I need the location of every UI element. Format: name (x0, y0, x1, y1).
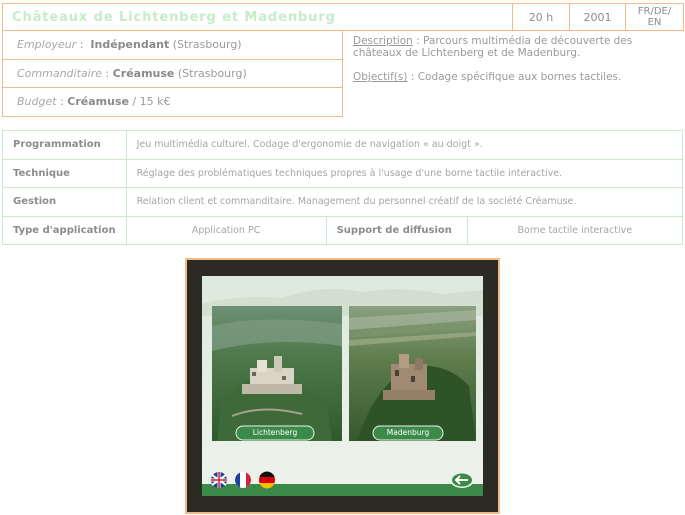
year-cell: 2001 (570, 3, 626, 31)
french-flag-icon[interactable] (235, 472, 251, 488)
budget-row: Budget : Créamuse / 15 k€ (2, 88, 343, 117)
table-row (3, 188, 683, 217)
app-type-value: Application PC (126, 216, 326, 245)
client-label: Commanditaire (17, 66, 102, 80)
description: Description : Parcours multimédia de découverte des châteaux de Lichtenberg et de Madenburg. (353, 35, 633, 59)
header-row (2, 3, 684, 31)
lichtenberg-button-label: Lichtenberg (252, 428, 298, 437)
languages-line-2: EN (647, 17, 662, 28)
lichtenberg-photo[interactable] (212, 306, 342, 441)
languages-line-1: FR/DE/ (637, 6, 672, 17)
german-flag-icon[interactable] (259, 471, 275, 488)
distribution-label: Support de diffusion (326, 216, 467, 245)
budget-label: Budget (17, 95, 57, 109)
technique-label: Technique (3, 159, 127, 188)
programming-value: Jeu multimédia culturel. Codage d'ergonomie de navigation « au doigt ». (126, 131, 682, 160)
employer-value: Indépendant (90, 38, 170, 52)
description-label: Description (353, 35, 413, 47)
madenburg-button[interactable] (373, 426, 443, 440)
objective: Objectif(s) : Codage spécifique aux bornes tactiles. (353, 71, 622, 83)
management-value: Relation client et commanditaire. Management du personnel créatif de la société Créamuse. (126, 188, 682, 217)
project-summary (353, 35, 683, 83)
employer-city: (Strasbourg) (172, 38, 242, 52)
distribution-value: Borne tactile interactive (467, 216, 682, 245)
client-row: Commanditaire : Créamuse (Strasbourg) (2, 60, 343, 89)
lichtenberg-button[interactable] (236, 426, 314, 440)
table-row (3, 131, 683, 160)
app-type-label: Type d'application (3, 216, 127, 245)
objective-label: Objectif(s) (353, 71, 408, 83)
duration-cell: 20 h (513, 3, 570, 31)
screenshot-bezel (187, 260, 498, 512)
details-table (2, 130, 683, 245)
budget-value: Créamuse (67, 95, 129, 109)
client-value: Créamuse (112, 66, 175, 80)
app-screen (202, 276, 483, 496)
madenburg-photo[interactable] (349, 306, 476, 441)
languages-cell (626, 3, 684, 31)
employer-label: Employeur (17, 38, 77, 52)
back-arrow-icon[interactable] (450, 472, 474, 488)
uk-flag-icon[interactable] (211, 472, 227, 488)
app-nav-bar (202, 460, 483, 496)
table-row (3, 159, 683, 188)
table-row (3, 216, 683, 245)
programming-label: Programmation (3, 131, 127, 160)
project-info (2, 31, 343, 117)
app-screenshot (185, 258, 500, 514)
objective-text: Codage spécifique aux bornes tactiles. (417, 71, 622, 83)
budget-amount: / 15 k€ (132, 95, 171, 109)
page-title: Châteaux de Lichtenberg et Madenburg (2, 3, 513, 31)
management-label: Gestion (3, 188, 127, 217)
madenburg-button-label: Madenburg (386, 428, 430, 437)
employer-row: Employeur : Indépendant (Strasbourg) (2, 31, 343, 60)
description-text: Parcours multimédia de découverte des châteaux de Lichtenberg et de Madenburg. (353, 35, 633, 59)
client-city: (Strasbourg) (177, 66, 247, 80)
technique-value: Réglage des problématiques techniques propres à l'usage d'une borne tactile interactive. (126, 159, 682, 188)
